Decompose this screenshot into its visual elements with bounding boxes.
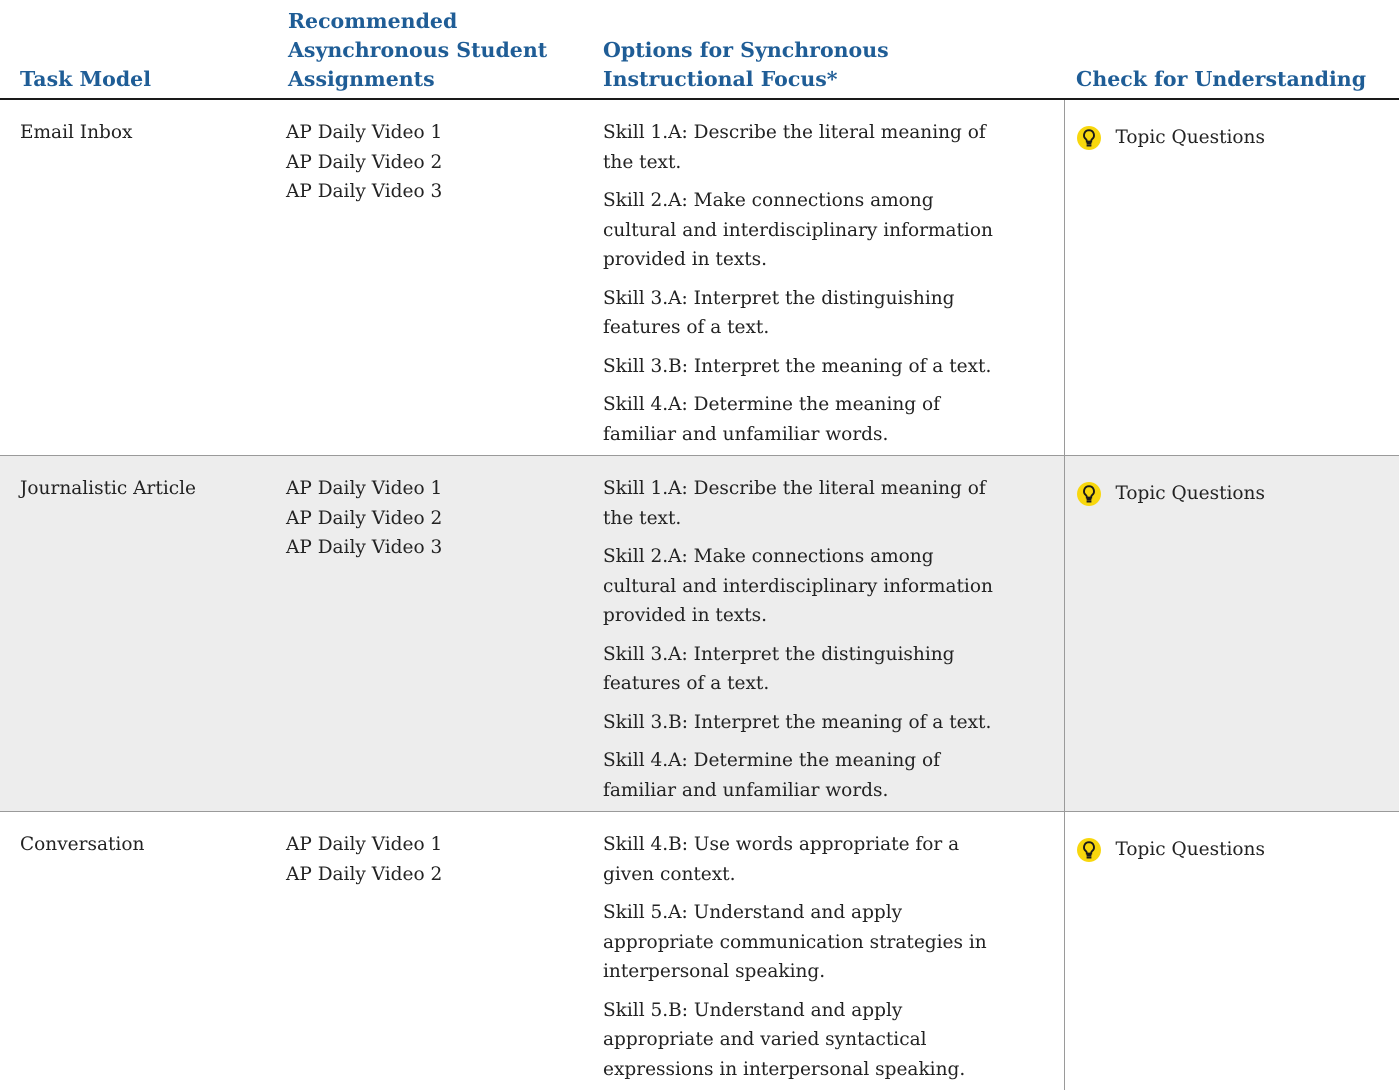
table-row (0, 456, 1399, 812)
table-row (0, 812, 1399, 1090)
task-model-cell: Email Inbox (0, 99, 268, 456)
skill-item (603, 746, 1044, 805)
skill-item (603, 898, 1044, 987)
check-cell (1064, 456, 1399, 812)
skill-item (603, 284, 1044, 343)
skill-line: the text. (603, 504, 1044, 534)
skill-line: appropriate communication strategies in (603, 928, 1044, 958)
lightbulb-icon (1077, 838, 1101, 862)
header-assignments-line: Recommended (288, 7, 586, 36)
skill-line: familiar and unfamiliar words. (603, 776, 1044, 806)
header-assignments (268, 0, 586, 99)
header-assignments-line: Assignments (288, 65, 586, 94)
skill-line: Skill 2.A: Make connections among (603, 542, 1044, 572)
header-check: Check for Understanding (1064, 0, 1399, 99)
skill-line: the text. (603, 148, 1044, 178)
check-label: Topic Questions (1116, 123, 1265, 153)
skill-line: Skill 5.B: Understand and apply (603, 996, 1044, 1026)
assignment-item: AP Daily Video 3 (286, 177, 586, 207)
lightbulb-icon (1077, 482, 1101, 506)
header-task-model: Task Model (0, 0, 268, 99)
skill-line: interpersonal speaking. (603, 957, 1044, 987)
assignment-item: AP Daily Video 2 (286, 148, 586, 178)
skill-line: Skill 3.B: Interpret the meaning of a text. (603, 708, 1044, 738)
header-focus (586, 0, 1064, 99)
skill-item (603, 390, 1044, 449)
skill-line: Skill 3.B: Interpret the meaning of a text. (603, 352, 1044, 382)
skill-item (603, 830, 1044, 889)
skill-line: provided in texts. (603, 245, 1044, 275)
header-assignments-line: Asynchronous Student (288, 36, 586, 65)
skill-line: given context. (603, 860, 1044, 890)
check-cell (1064, 99, 1399, 456)
skill-line: expressions in interpersonal speaking. (603, 1055, 1044, 1085)
check-label: Topic Questions (1116, 835, 1265, 865)
focus-cell (586, 456, 1064, 812)
skill-item (603, 352, 1044, 382)
skill-item (603, 186, 1044, 275)
skill-line: cultural and interdisciplinary information (603, 572, 1044, 602)
assignment-item: AP Daily Video 2 (286, 504, 586, 534)
check-item (1077, 479, 1399, 509)
assignments-cell (268, 812, 586, 1090)
lightbulb-icon (1077, 126, 1101, 150)
header-row (0, 0, 1399, 99)
skill-item (603, 996, 1044, 1085)
skill-line: provided in texts. (603, 601, 1044, 631)
skill-line: Skill 2.A: Make connections among (603, 186, 1044, 216)
assignment-item: AP Daily Video 1 (286, 118, 586, 148)
assignment-item: AP Daily Video 1 (286, 830, 586, 860)
table-row (0, 99, 1399, 456)
check-item (1077, 835, 1399, 865)
assignment-item: AP Daily Video 1 (286, 474, 586, 504)
skill-item (603, 542, 1044, 631)
assignments-cell (268, 456, 586, 812)
header-focus-line: Options for Synchronous (603, 36, 1064, 65)
check-item (1077, 123, 1399, 153)
skill-item (603, 118, 1044, 177)
assignment-item: AP Daily Video 3 (286, 533, 586, 563)
skill-item (603, 474, 1044, 533)
focus-cell (586, 812, 1064, 1090)
focus-cell (586, 99, 1064, 456)
header-focus-line: Instructional Focus* (603, 65, 1064, 94)
skill-line: Skill 1.A: Describe the literal meaning of (603, 474, 1044, 504)
assignment-item: AP Daily Video 2 (286, 860, 586, 890)
skill-line: appropriate and varied syntactical (603, 1025, 1044, 1055)
check-cell (1064, 812, 1399, 1090)
task-model-cell: Conversation (0, 812, 268, 1090)
skill-line: Skill 1.A: Describe the literal meaning of (603, 118, 1044, 148)
skill-line: Skill 4.B: Use words appropriate for a (603, 830, 1044, 860)
skill-line: Skill 3.A: Interpret the distinguishing (603, 284, 1044, 314)
skill-line: features of a text. (603, 669, 1044, 699)
task-model-cell: Journalistic Article (0, 456, 268, 812)
skill-item (603, 708, 1044, 738)
skill-line: Skill 4.A: Determine the meaning of (603, 390, 1044, 420)
check-label: Topic Questions (1116, 479, 1265, 509)
assignments-cell (268, 99, 586, 456)
skill-line: familiar and unfamiliar words. (603, 420, 1044, 450)
skill-line: Skill 5.A: Understand and apply (603, 898, 1044, 928)
skill-line: cultural and interdisciplinary information (603, 216, 1044, 246)
skill-line: features of a text. (603, 313, 1044, 343)
skill-item (603, 640, 1044, 699)
skill-line: Skill 4.A: Determine the meaning of (603, 746, 1044, 776)
skill-line: Skill 3.A: Interpret the distinguishing (603, 640, 1044, 670)
